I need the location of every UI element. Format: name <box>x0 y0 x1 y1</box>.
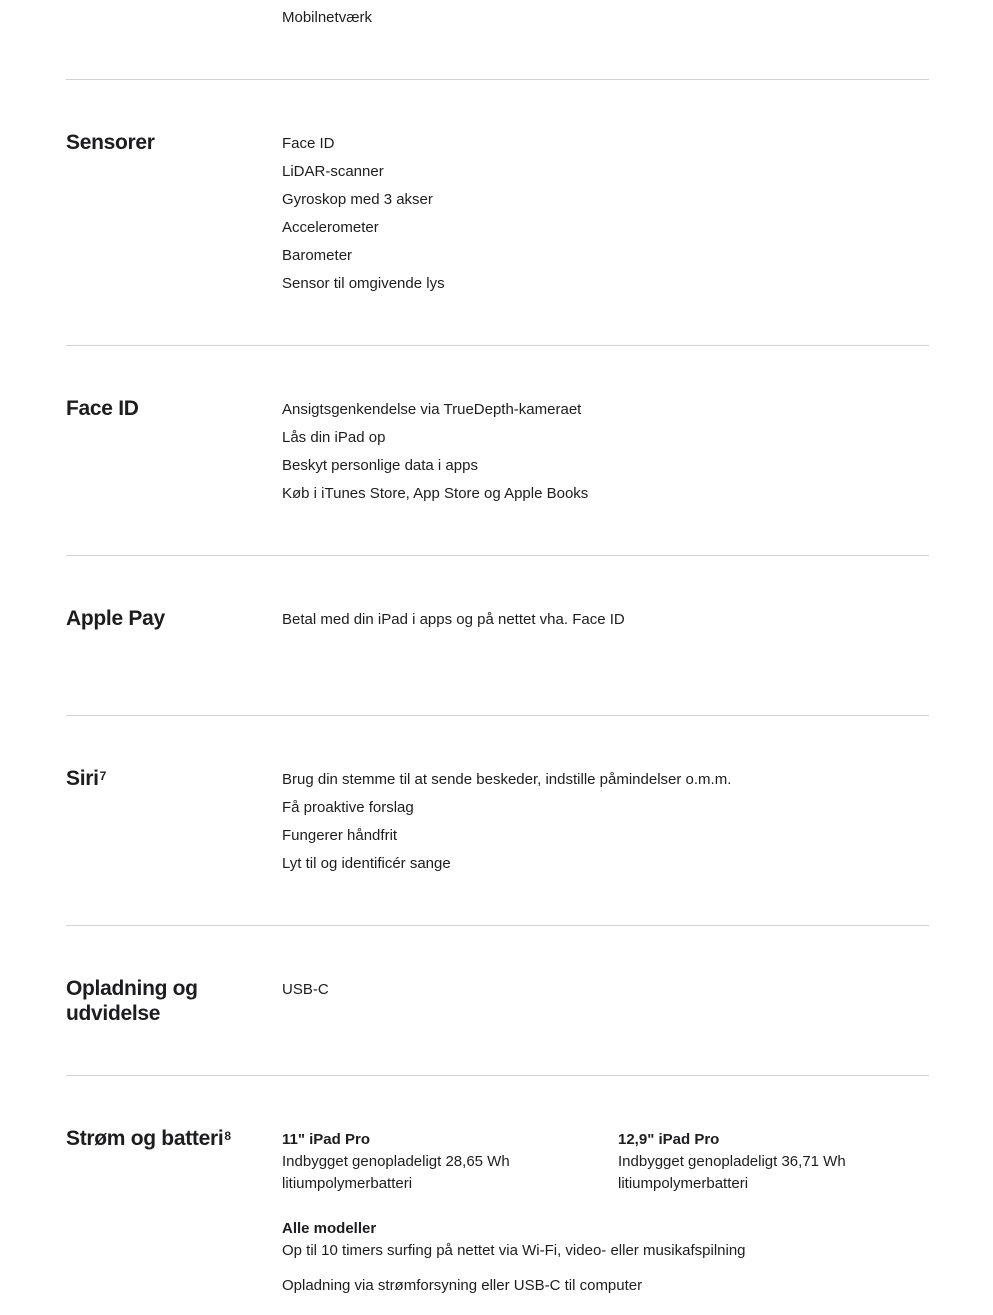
section-title-power <box>66 1126 276 1151</box>
all-models-label: Alle modeller <box>282 1220 377 1237</box>
charging-title-line1: Opladning og <box>66 977 198 1000</box>
list-item: Accelerometer <box>282 219 379 236</box>
battery-spec: litiumpolymerbatteri <box>618 1175 749 1192</box>
list-item: Ansigtsgenkendelse via TrueDepth-kameraet <box>282 401 582 418</box>
all-models-block <box>282 1218 922 1262</box>
list-item: USB-C <box>282 981 329 998</box>
section-divider <box>66 555 929 556</box>
list-item: Sensor til omgivende lys <box>282 275 445 292</box>
section-title-apple-pay: Apple Pay <box>66 607 165 630</box>
list-item: Fungerer håndfrit <box>282 827 398 844</box>
face-id-list <box>282 396 588 508</box>
battery-spec: litiumpolymerbatteri <box>282 1175 413 1192</box>
siri-list <box>282 766 731 878</box>
section-title-siri <box>66 766 266 791</box>
siri-title-text: Siri <box>66 767 99 790</box>
model-name: 11" iPad Pro <box>282 1131 370 1148</box>
section-divider <box>66 715 929 716</box>
list-item: Face ID <box>282 135 335 152</box>
list-item: Lyt til og identificér sange <box>282 855 451 872</box>
apple-pay-list <box>282 606 625 634</box>
footnote-marker[interactable]: 7 <box>99 769 107 783</box>
section-divider <box>66 925 929 926</box>
sensors-list <box>282 130 445 298</box>
battery-129-block <box>618 1129 938 1195</box>
section-title-sensors: Sensorer <box>66 131 155 154</box>
battery-spec: Indbygget genopladeligt 36,71 Wh <box>618 1153 846 1170</box>
footnote-marker[interactable]: 8 <box>224 1129 231 1143</box>
list-item: Barometer <box>282 247 353 264</box>
list-item: Få proaktive forslag <box>282 799 414 816</box>
charging-note: Opladning via strømforsyning eller USB-C til computer <box>282 1277 643 1294</box>
list-item: Beskyt personlige data i apps <box>282 457 478 474</box>
power-title-text: Strøm og batteri <box>66 1127 224 1150</box>
section-divider <box>66 1075 929 1076</box>
list-item: Gyroskop med 3 akser <box>282 191 433 208</box>
list-item: Betal med din iPad i apps og på nettet vha. Face ID <box>282 611 625 628</box>
list-item: LiDAR-scanner <box>282 163 384 180</box>
list-item: Køb i iTunes Store, App Store og Apple Books <box>282 485 589 502</box>
section-divider <box>66 79 929 80</box>
section-title-face-id: Face ID <box>66 397 139 420</box>
battery-11-block <box>282 1129 602 1195</box>
section-divider <box>66 345 929 346</box>
battery-spec: Indbygget genopladeligt 28,65 Wh <box>282 1153 510 1170</box>
charging-list <box>282 976 329 1004</box>
section-title-charging <box>66 976 266 1026</box>
model-name: 12,9" iPad Pro <box>618 1131 720 1148</box>
list-item: Lås din iPad op <box>282 429 386 446</box>
cellular-item: Mobilnetværk <box>282 9 373 26</box>
battery-life-spec: Op til 10 timers surfing på nettet via Wi-Fi, video- eller musikafspilning <box>282 1242 746 1259</box>
charging-title-line2: udvidelse <box>66 1002 161 1025</box>
list-item: Brug din stemme til at sende beskeder, indstille påmindelser o.m.m. <box>282 771 732 788</box>
